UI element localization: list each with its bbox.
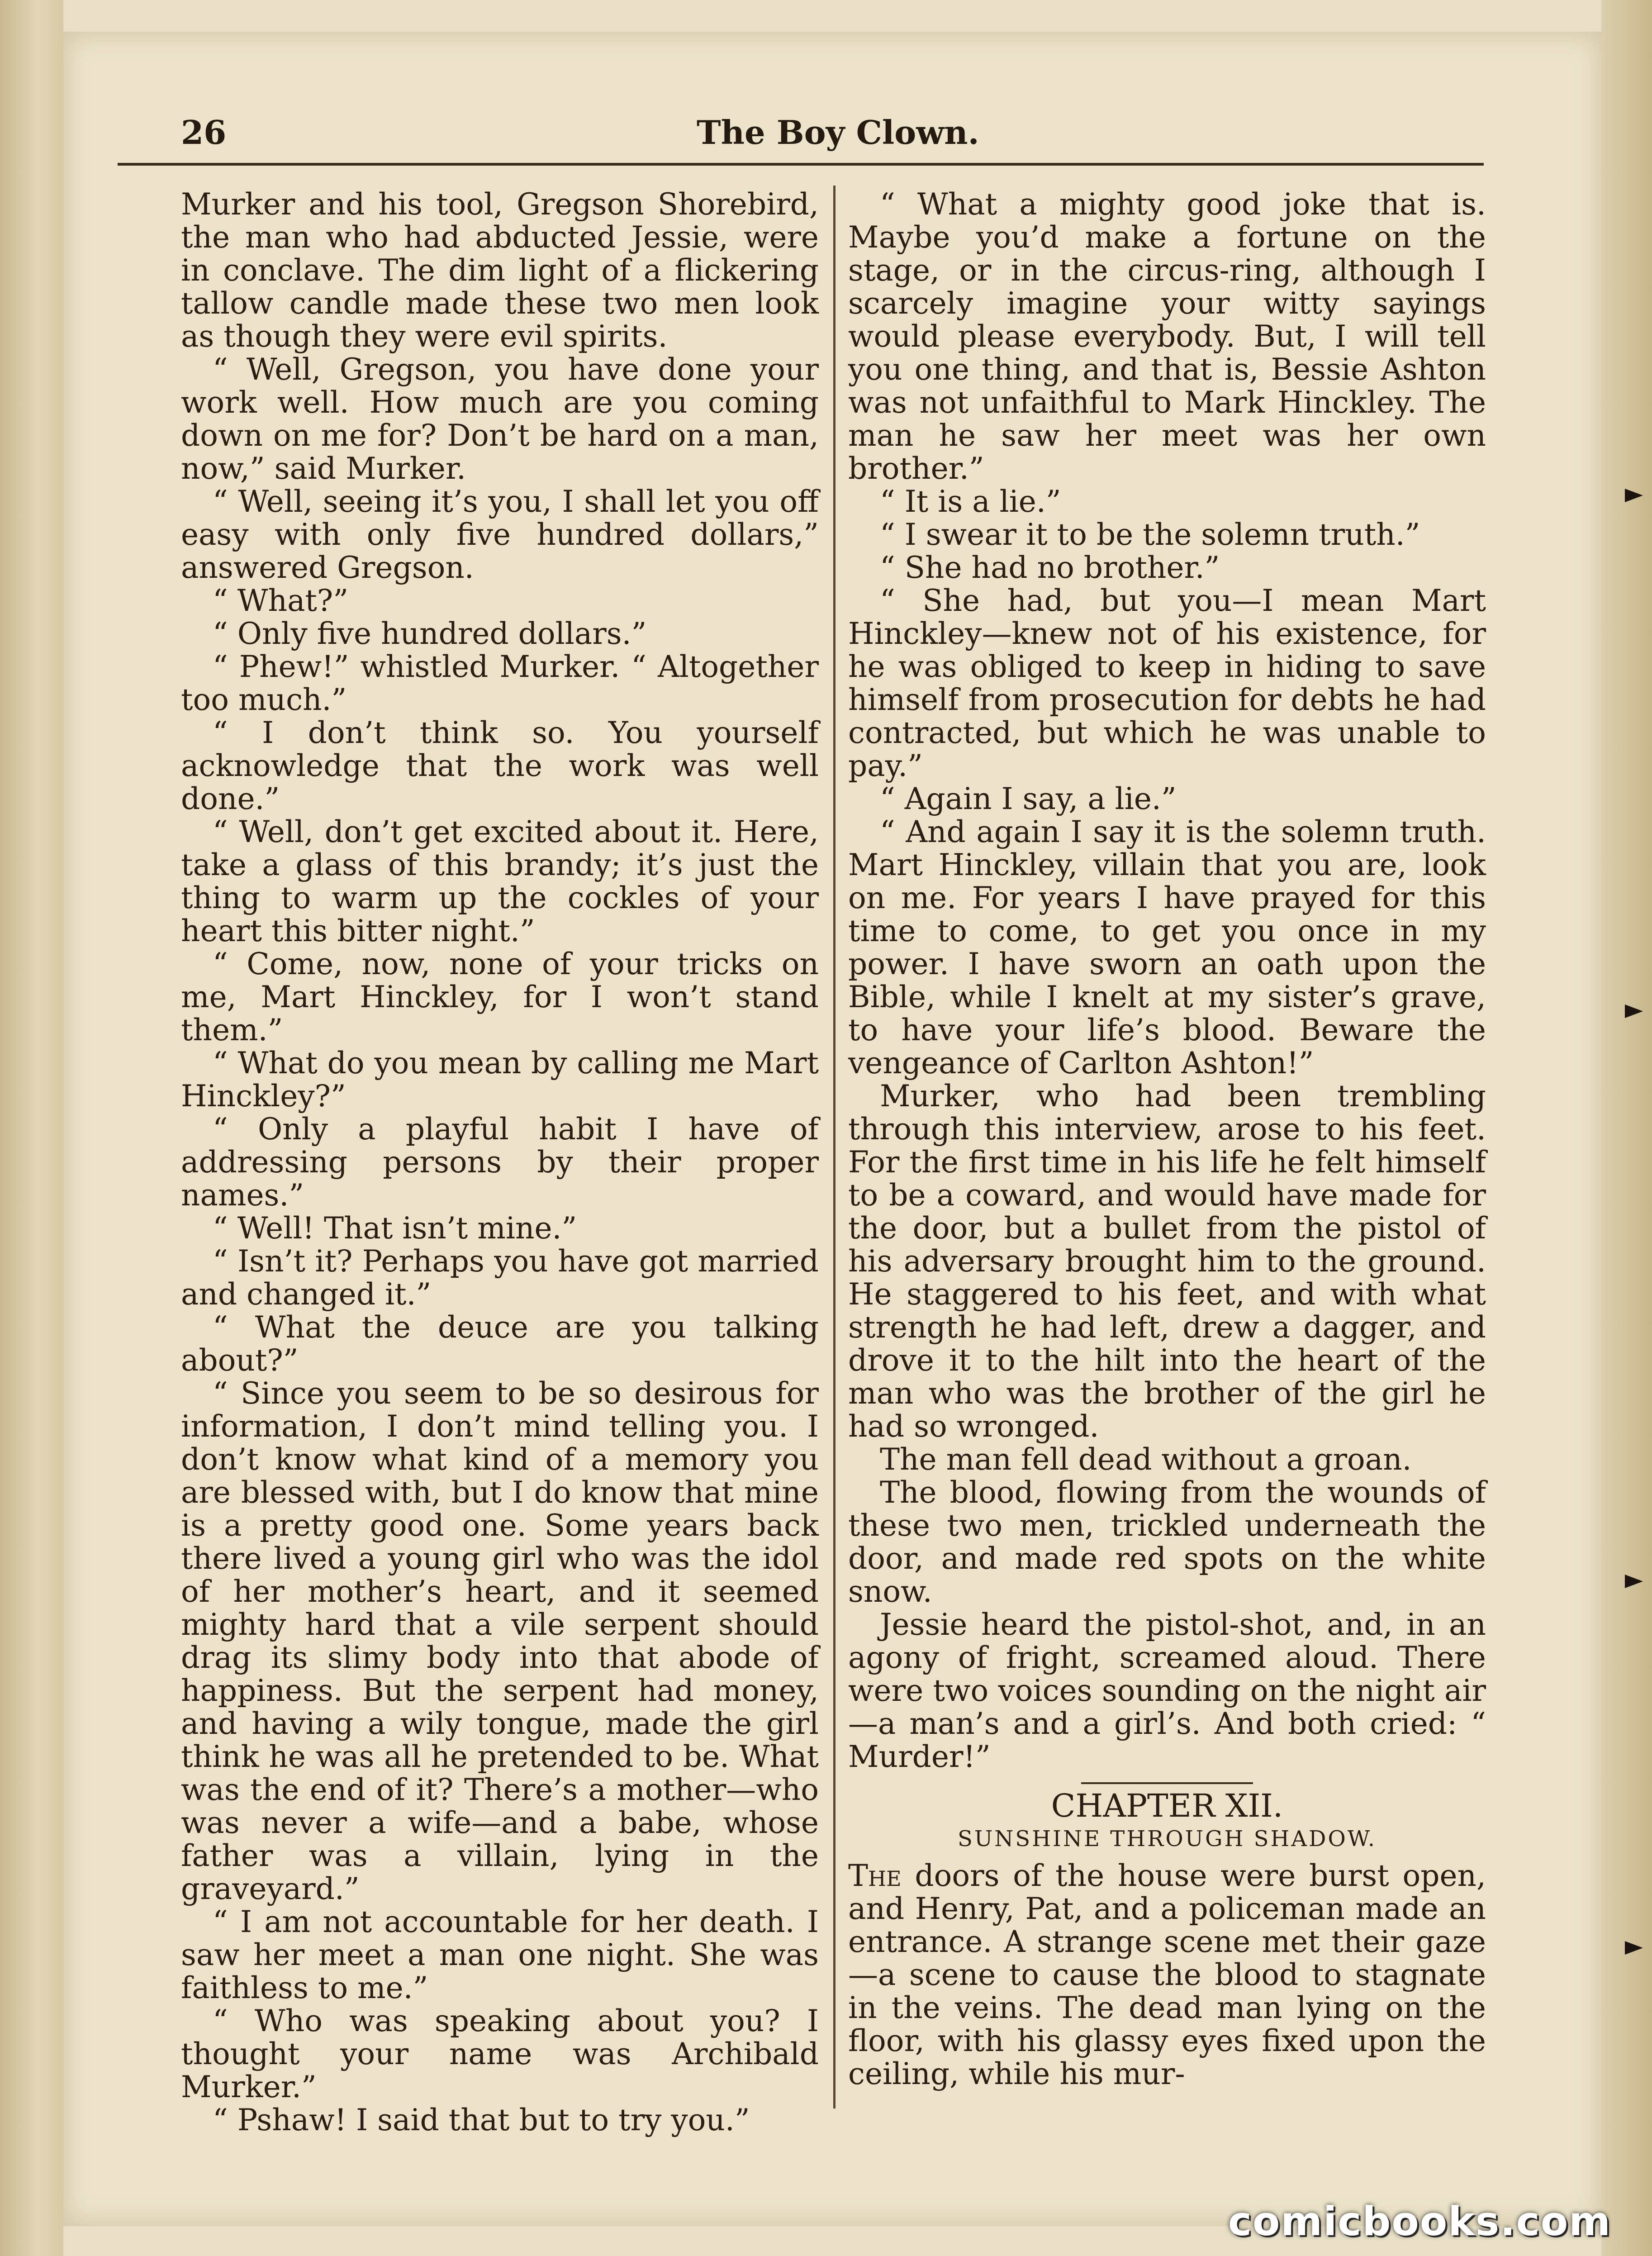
paragraph: “ Since you seem to be so desirous for information, I don’t mind telling you. I don’t know what kind of a memory you are blessed with, but I do know that mine is a pretty good one. Some years back there lived a young girl who was the idol of her mother’s heart, and it seemed mighty hard that a vile serpent should drag its slimy body into that abode of happiness. But the serpent had money, and having a wily tongue, made the girl think he was all he pretended to be. What was the end of it? There’s a mother—who was never a wife—and a babe, whose father was a villain, lying in the graveyard.”: [181, 1376, 819, 1906]
paragraph: “ Again I say, a lie.”: [880, 781, 1177, 816]
binding-pin-icon: [1625, 1575, 1643, 1588]
paragraph: “ Only a playful habit I have of addressing persons by their proper names.”: [181, 1112, 819, 1213]
paragraph: Murker, who had been trembling through this interview, arose to his feet. For the first time in his life he felt himself to be a coward, and would have made for the door, but a bullet from the pistol of his adversary brought him to the ground. He staggered to his feet, and with what strength he had left, drew a dagger, and drove it to the hilt into the heart of the man who was the brother of the girl he had so wronged.: [848, 1079, 1486, 1444]
paragraph: “ Only five hundred dollars.”: [213, 616, 647, 651]
binding-pin-icon: [1625, 1004, 1643, 1018]
paragraph: The blood, flowing from the wounds of these two men, trickled underneath the door, and made red spots on the white snow.: [848, 1475, 1486, 1609]
page-number: 26: [181, 113, 227, 152]
paragraph: Murker and his tool, Gregson Shorebird, the man who had abducted Jessie, were in conclave. The dim light of a flickering tallow candle made these two men look as though they were evil spirits.: [181, 187, 819, 354]
binding-pin-icon: [1625, 489, 1643, 502]
paragraph: The man fell dead without a groan.: [880, 1442, 1412, 1477]
chapter-first-word: The: [848, 1858, 902, 1893]
chapter-rule: [1081, 1782, 1253, 1784]
chapter-subtitle: SUNSHINE THROUGH SHADOW.: [957, 1826, 1377, 1851]
chapter-title: CHAPTER XII.: [1051, 1787, 1283, 1824]
paragraph: “ She had, but you—I mean Mart Hinckley—knew not of his existence, for he was obliged to keep in hiding to save himself from prosecution for debts he had contracted, but which he was unable to pay.”: [848, 583, 1486, 783]
column-divider: [833, 186, 835, 2108]
binding-pin-icon: [1625, 1941, 1643, 1955]
paragraph: “ And again I say it is the solemn truth. Mart Hinckley, villain that you are, look on me. For years I have prayed for this time to come, to get you once in my power. I have sworn an oath upon the Bible, while I knelt at my sister’s grave, to have your life’s blood. Beware the vengeance of Carlton Ashton!”: [848, 814, 1486, 1080]
paragraph: “ What?”: [213, 583, 349, 618]
chapter-opening-paragraph: [848, 1859, 1486, 2090]
paragraph: “ Who was speaking about you? I thought your name was Archibald Murker.”: [181, 2004, 819, 2104]
paragraph: “ Come, now, none of your tricks on me, Mart Hinckley, for I won’t stand them.”: [181, 947, 819, 1047]
paragraph: “ I am not accountable for her death. I saw her meet a man one night. She was faithless to me.”: [181, 1904, 819, 2005]
paragraph: “ Phew!” whistled Murker. “ Altogether too much.”: [181, 649, 819, 717]
paragraph: “ What do you mean by calling me Mart Hinckley?”: [181, 1046, 819, 1114]
paragraph: “ Well, don’t get excited about it. Here, take a glass of this brandy; it’s just the thing to warm up the cockles of your heart this bitter night.”: [181, 814, 819, 948]
paragraph: Jessie heard the pistol-shot, and, in an agony of fright, screamed aloud. There were two voices sounding on the night air—a man’s and a girl’s. And both cried: “ Murder!”: [848, 1607, 1486, 1774]
paragraph: “ Isn’t it? Perhaps you have got married and changed it.”: [181, 1244, 819, 1312]
paragraph: “ I swear it to be the solemn truth.”: [880, 517, 1420, 552]
book-gutter: [0, 0, 63, 2256]
paragraph: “ I don’t think so. You yourself acknowledge that the work was well done.”: [181, 715, 819, 816]
left-column: [181, 188, 819, 2137]
paragraph: “ It is a lie.”: [880, 484, 1061, 519]
paragraph: “ What the deuce are you talking about?”: [181, 1310, 819, 1378]
right-column: [848, 188, 1486, 2090]
page-header: [118, 113, 1484, 166]
page-edge: [1601, 0, 1652, 2256]
chapter-opening-text: doors of the house were burst open, and Henry, Pat, and a policeman made an entrance. A strange scene met their gaze—a scene to cause the blood to stagnate in the veins. The dead man lying on the floor, with his glassy eyes fixed upon the ceiling, while his mur-: [848, 1858, 1486, 2091]
paragraph: “ What a mighty good joke that is. Maybe you’d make a fortune on the stage, or in the circus-ring, although I scarcely imagine your witty sayings would please everybody. But, I will tell you one thing, and that is, Bessie Ashton was not unfaithful to Mark Hinckley. The man he saw her meet was her own brother.”: [848, 187, 1486, 486]
running-title: The Boy Clown.: [697, 113, 979, 152]
watermark: comicbooks.com: [1228, 2198, 1611, 2245]
paragraph: “ Pshaw! I said that but to try you.”: [213, 2103, 750, 2137]
paragraph: “ Well! That isn’t mine.”: [213, 1211, 577, 1246]
paragraph: “ She had no brother.”: [880, 550, 1220, 585]
paragraph: “ Well, seeing it’s you, I shall let you off easy with only five hundred dollars,” answered Gregson.: [181, 484, 819, 585]
paragraph: “ Well, Gregson, you have done your work well. How much are you coming down on me for? Don’t be hard on a man, now,” said Murker.: [181, 352, 819, 486]
